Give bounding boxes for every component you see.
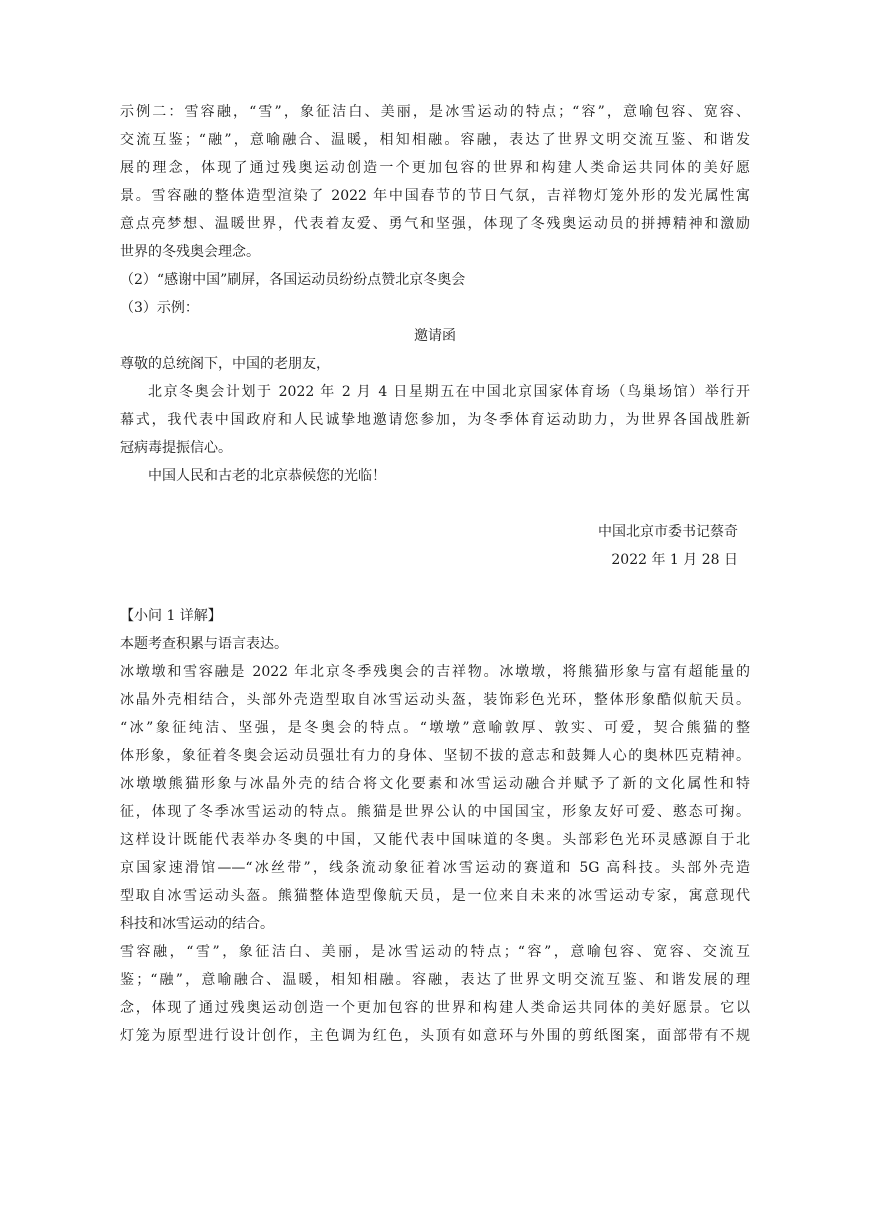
text-line: 示例二：雪容融，“雪”，象征洁白、美丽，是冰雪运动的特点；“容”，意喻包容、宽容、 bbox=[120, 104, 750, 120]
bingdwendwen-paragraph bbox=[120, 658, 750, 938]
letter-closing: 中国人民和古老的北京恭候您的光临！ bbox=[148, 468, 386, 484]
section-heading: 【小问 1 详解】 bbox=[120, 608, 222, 624]
text-line: 冰墩墩和雪容融是 2022 年北京冬季残奥会的吉祥物。冰墩墩，将熊猫形象与富有超能量的 bbox=[120, 664, 750, 680]
document-content bbox=[120, 98, 750, 1050]
text-line: 京国家速滑馆——“冰丝带”，线条流动象征着冰雪运动的赛道和 5G 高科技。头部外壳造 bbox=[120, 860, 750, 876]
text-line: 冠病毒提振信心。 bbox=[120, 440, 232, 456]
text-line: 雪容融，“雪”，象征洁白、美丽，是冰雪运动的特点；“容”，意喻包容、宽容、交流互 bbox=[120, 944, 750, 960]
example2-paragraph bbox=[120, 98, 750, 266]
text-line: 灯笼为原型进行设计创作，主色调为红色，头顶有如意环与外围的剪纸图案，面部带有不规 bbox=[120, 1028, 750, 1044]
letter-signature: 中国北京市委书记蔡奇 bbox=[598, 524, 738, 540]
letter-date: 2022 年 1 月 28 日 bbox=[611, 552, 738, 568]
text-line: 型取自冰雪运动头盔。熊猫整体造型像航天员，是一位来自未来的冰雪运动专家，寓意现代 bbox=[120, 888, 750, 904]
text-line: 北京冬奥会计划于 2022 年 2 月 4 日星期五在中国北京国家体育场（鸟巢场馆）举行开 bbox=[148, 384, 750, 400]
letter-title: 邀请函 bbox=[414, 328, 456, 344]
invitation-letter bbox=[120, 322, 750, 574]
text-line: 科技和冰雪运动的结合。 bbox=[120, 916, 274, 932]
answer-2: （2）“感谢中国”刷屏，各国运动员纷纷点赞北京冬奥会 bbox=[120, 272, 466, 288]
text-line: 幕式，我代表中国政府和人民诚挚地邀请您参加，为冬季体育运动助力，为世界各国战胜新 bbox=[120, 412, 750, 428]
section-intro: 本题考查积累与语言表达。 bbox=[120, 636, 288, 652]
text-line: “冰”象征纯洁、坚强，是冬奥会的特点。“墩墩”意喻敦厚、敦实、可爱，契合熊猫的整 bbox=[120, 720, 750, 736]
shueyrhonrhon-paragraph bbox=[120, 938, 750, 1050]
text-line: 念，体现了通过残奥运动创造一个更加包容的世界和构建人类命运共同体的美好愿景。它以 bbox=[120, 1000, 750, 1016]
text-line: 冰墩墩熊猫形象与冰晶外壳的结合将文化要素和冰雪运动融合并赋予了新的文化属性和特 bbox=[120, 776, 750, 792]
text-line: 鉴；“融”，意喻融合、温暖，相知相融。容融，表达了世界文明交流互鉴、和谐发展的理 bbox=[120, 972, 750, 988]
text-line: 意点亮梦想、温暖世界，代表着友爱、勇气和坚强，体现了冬残奥运动员的拼搏精神和激励 bbox=[120, 216, 750, 232]
text-line: 这样设计既能代表举办冬奥的中国，又能代表中国味道的冬奥。头部彩色光环灵感源自于北 bbox=[120, 832, 750, 848]
answer-3-label: （3）示例： bbox=[120, 300, 199, 316]
text-line: 景。雪容融的整体造型渲染了 2022 年中国春节的节日气氛，吉祥物灯笼外形的发光属性寓 bbox=[120, 188, 750, 204]
text-line: 征，体现了冬季冰雪运动的特点。熊猫是世界公认的中国国宝，形象友好可爱、憨态可掬。 bbox=[120, 804, 750, 820]
text-line: 体形象，象征着冬奥会运动员强壮有力的身体、坚韧不拔的意志和鼓舞人心的奥林匹克精神。 bbox=[120, 748, 750, 764]
text-line: 交流互鉴；“融”，意喻融合、温暖，相知相融。容融，表达了世界文明交流互鉴、和谐发 bbox=[120, 132, 750, 148]
text-line: 冰晶外壳相结合，头部外壳造型取自冰雪运动头盔，装饰彩色光环，整体形象酷似航天员。 bbox=[120, 692, 750, 708]
letter-salutation: 尊敬的总统阁下，中国的老朋友， bbox=[120, 356, 330, 372]
text-line: 展的理念，体现了通过残奥运动创造一个更加包容的世界和构建人类命运共同体的美好愿 bbox=[120, 160, 750, 176]
text-line: 世界的冬残奥会理念。 bbox=[120, 244, 260, 260]
